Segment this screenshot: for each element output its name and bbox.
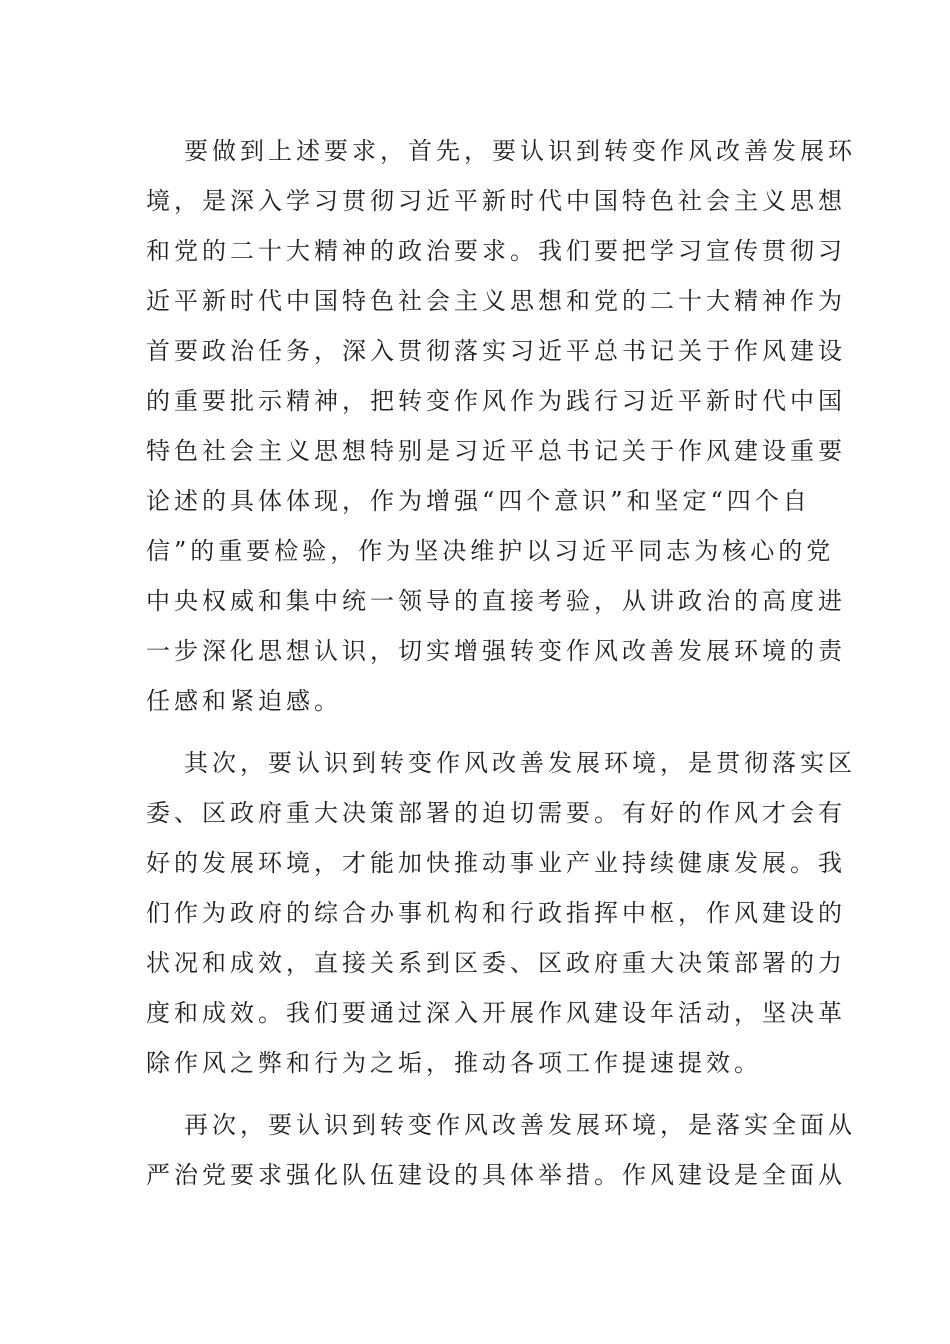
- text-line: 其次，要认识到转变作风改善发展环境，是贯彻落实区: [184, 749, 856, 777]
- paragraph-spacer: [146, 1088, 806, 1100]
- text-line: 近平新时代中国特色社会主义思想和党的二十大精神作为: [146, 287, 846, 315]
- text-line: 状况和成效，直接关系到区委、区政府重大决策部署的力: [146, 949, 846, 977]
- text-line: 度和成效。我们要通过深入开展作风建设年活动，坚决革: [146, 999, 846, 1027]
- text-line: 委、区政府重大决策部署的迫切需要。有好的作风才会有: [146, 799, 846, 827]
- paragraph-2: [146, 738, 856, 1088]
- text-line: 一步深化思想认识，切实增强转变作风改善发展环境的责: [146, 637, 846, 665]
- text-line: 论述的具体体现，作为增强“四个意识”和坚定“四个自: [146, 487, 811, 515]
- text-line: 除作风之弊和行为之垢，推动各项工作提速提效。: [146, 1049, 762, 1077]
- text-line: 任感和紧迫感。: [146, 687, 342, 715]
- text-line: 境，是深入学习贯彻习近平新时代中国特色社会主义思想: [146, 187, 846, 215]
- text-line: 信”的重要检验，作为坚决维护以习近平同志为核心的党: [146, 537, 835, 565]
- text-line: 再次，要认识到转变作风改善发展环境，是落实全面从: [184, 1111, 856, 1139]
- text-line: 首要政治任务，深入贯彻落实习近平总书记关于作风建设: [146, 337, 846, 365]
- paragraph-spacer: [146, 726, 806, 738]
- text-line: 要做到上述要求，首先，要认识到转变作风改善发展环: [184, 137, 856, 165]
- paragraph-3: [146, 1100, 856, 1200]
- text-line: 中央权威和集中统一领导的直接考验，从讲政治的高度进: [146, 587, 846, 615]
- text-line: 们作为政府的综合办事机构和行政指挥中枢，作风建设的: [146, 899, 846, 927]
- document-body: [146, 126, 856, 1200]
- paragraph-1: [146, 126, 856, 726]
- text-line: 特色社会主义思想特别是习近平总书记关于作风建设重要: [146, 437, 846, 465]
- text-line: 和党的二十大精神的政治要求。我们要把学习宣传贯彻习: [146, 237, 846, 265]
- text-line: 好的发展环境，才能加快推动事业产业持续健康发展。我: [146, 849, 846, 877]
- text-line: 的重要批示精神，把转变作风作为践行习近平新时代中国: [146, 387, 846, 415]
- text-line: 严治党要求强化队伍建设的具体举措。作风建设是全面从: [146, 1161, 846, 1189]
